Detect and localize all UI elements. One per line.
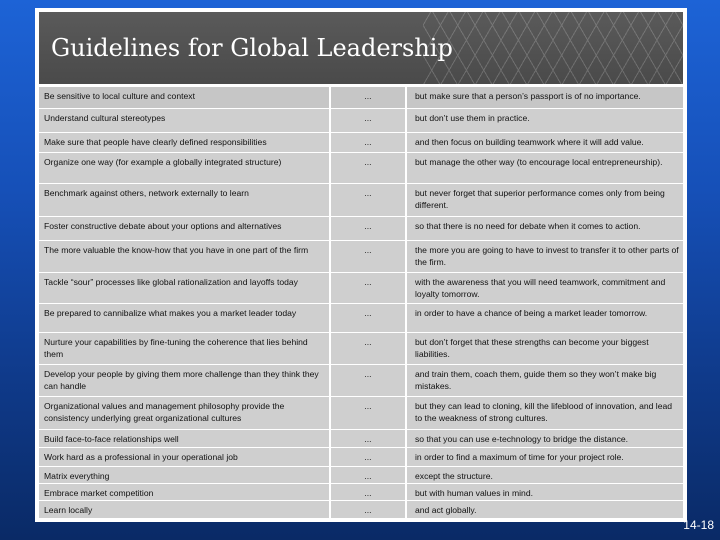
ellipsis-connector: ... <box>329 501 407 518</box>
ellipsis-connector: ... <box>329 184 407 216</box>
guideline-right-text: but with human values in mind. <box>415 488 533 498</box>
table-row <box>39 467 683 484</box>
guideline-left-text: Tackle “sour” processes like global rationalization and layoffs today <box>44 277 298 287</box>
table-row <box>39 87 683 109</box>
table-row <box>39 430 683 448</box>
table-row <box>39 273 683 304</box>
table-row <box>39 333 683 365</box>
ellipsis-connector: ... <box>329 397 407 429</box>
ellipsis-connector: ... <box>329 153 407 183</box>
guideline-right-text: with the awareness that you will need teamwork, commitment and loyalty tomorrow. <box>415 277 666 299</box>
guideline-left-text: Foster constructive debate about your options and alternatives <box>44 221 282 231</box>
table-row <box>39 397 683 430</box>
table-row <box>39 484 683 501</box>
title-pattern <box>423 12 683 84</box>
guideline-left-text: Embrace market competition <box>44 488 154 498</box>
guideline-left-text: Understand cultural stereotypes <box>44 113 166 123</box>
guideline-left-text: Matrix everything <box>44 471 110 481</box>
table-row <box>39 304 683 333</box>
slide <box>35 8 687 522</box>
ellipsis-connector: ... <box>329 333 407 364</box>
ellipsis-connector: ... <box>329 109 407 132</box>
ellipsis-connector: ... <box>329 448 407 466</box>
slide-number: 14-18 <box>683 518 714 532</box>
ellipsis-connector: ... <box>329 365 407 396</box>
table-row <box>39 184 683 217</box>
guideline-left-text: Be sensitive to local culture and context <box>44 91 195 101</box>
table-row <box>39 241 683 273</box>
guidelines-table <box>39 87 683 519</box>
ellipsis-connector: ... <box>329 241 407 272</box>
table-row <box>39 365 683 397</box>
ellipsis-connector: ... <box>329 87 407 108</box>
guideline-right-text: the more you are going to have to invest to transfer it to other parts of the firm. <box>415 245 679 267</box>
guideline-right-text: but don’t use them in practice. <box>415 113 530 123</box>
table-row <box>39 153 683 184</box>
ellipsis-connector: ... <box>329 273 407 303</box>
guideline-right-text: and train them, coach them, guide them so they won’t make big mistakes. <box>415 369 657 391</box>
guideline-left-text: Learn locally <box>44 505 93 515</box>
table-row <box>39 501 683 519</box>
guideline-left-text: Build face-to-face relationships well <box>44 434 179 444</box>
guideline-left-text: Nurture your capabilities by fine-tuning the coherence that lies behind them <box>44 337 308 359</box>
guideline-left-text: The more valuable the know-how that you have in one part of the firm <box>44 245 309 255</box>
ellipsis-connector: ... <box>329 133 407 152</box>
ellipsis-connector: ... <box>329 430 407 447</box>
table-row <box>39 217 683 241</box>
ellipsis-connector: ... <box>329 304 407 332</box>
guideline-right-text: and act globally. <box>415 505 477 515</box>
guideline-left-text: Work hard as a professional in your operational job <box>44 452 238 462</box>
guideline-right-text: but never forget that superior performance comes only from being different. <box>415 188 665 210</box>
guideline-right-text: except the structure. <box>415 471 493 481</box>
ellipsis-connector: ... <box>329 484 407 500</box>
guideline-left-text: Make sure that people have clearly defined responsibilities <box>44 137 267 147</box>
ellipsis-connector: ... <box>329 467 407 483</box>
guideline-right-text: but don’t forget that these strengths can become your biggest liabilities. <box>415 337 649 359</box>
guideline-right-text: and then focus on building teamwork where it will add value. <box>415 137 644 147</box>
table-row <box>39 109 683 133</box>
guideline-left-text: Organizational values and management philosophy provide the consistency underlying great organizational cultures <box>44 401 285 423</box>
guideline-left-text: Develop your people by giving them more challenge than they think they can handle <box>44 369 319 391</box>
guideline-right-text: but manage the other way (to encourage local entrepreneurship). <box>415 157 663 167</box>
slide-title: Guidelines for Global Leadership <box>51 34 453 62</box>
guideline-left-text: Organize one way (for example a globally integrated structure) <box>44 157 282 167</box>
table-row <box>39 448 683 467</box>
guideline-right-text: so that you can use e-technology to bridge the distance. <box>415 434 629 444</box>
guideline-left-text: Benchmark against others, network externally to learn <box>44 188 249 198</box>
guideline-left-text: Be prepared to cannibalize what makes you a market leader today <box>44 308 297 318</box>
guideline-right-text: but make sure that a person’s passport is of no importance. <box>415 91 641 101</box>
guideline-right-text: but they can lead to cloning, kill the lifeblood of innovation, and lead to the weakness of strong cultures. <box>415 401 673 423</box>
guideline-right-text: so that there is no need for debate when it comes to action. <box>415 221 641 231</box>
title-bar <box>39 12 683 84</box>
guideline-right-text: in order to find a maximum of time for your project role. <box>415 452 624 462</box>
ellipsis-connector: ... <box>329 217 407 240</box>
guideline-right-text: in order to have a chance of being a market leader tomorrow. <box>415 308 648 318</box>
table-row <box>39 133 683 153</box>
